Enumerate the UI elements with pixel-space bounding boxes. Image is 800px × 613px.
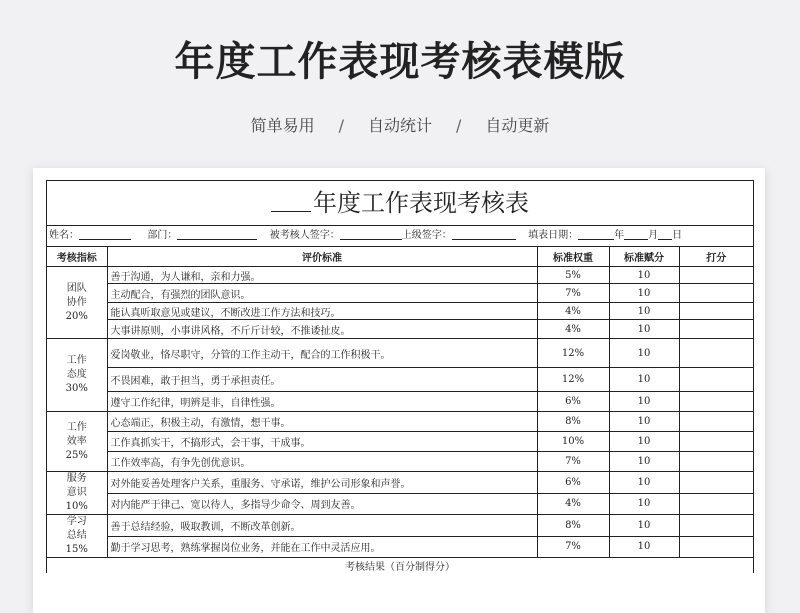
criterion-cell: 能认真听取意见或建议，不断改进工作方法和技巧。 [107,303,537,320]
assessee-sign-field[interactable] [340,226,402,240]
mark-cell[interactable] [679,320,753,339]
col-header-weight: 标准权重 [537,247,609,267]
date-day-field[interactable] [658,226,672,240]
mark-cell[interactable] [679,452,753,472]
feature-list [0,113,800,136]
feature-item: 简单易用 [250,116,315,135]
category-name: 学习 [66,516,87,527]
name-label: 姓名： [49,230,79,241]
score-cell: 10 [609,320,679,339]
table-row [47,515,753,537]
col-header-indicator: 考核指标 [47,247,107,267]
weight-cell: 7% [537,284,609,303]
weight-cell: 6% [537,392,609,412]
category-weight: 30% [65,383,88,394]
score-cell: 10 [609,284,679,303]
dept-field[interactable] [177,226,257,240]
form-title: 年度工作表现考核表 [313,189,529,217]
category-weight: 25% [65,449,88,461]
table-row [47,284,753,303]
criterion-cell: 善于总结经验，吸取教训，不断改革创新。 [107,515,537,537]
date-month-field[interactable] [624,226,648,240]
weight-cell: 7% [537,536,609,558]
category-name: 服务 [66,473,87,484]
mark-cell[interactable] [679,303,753,320]
mark-cell[interactable] [679,267,753,284]
superior-sign-label: 上级签字： [401,230,452,241]
assessment-form [46,180,754,573]
criterion-cell: 工作真抓实干，不搞形式，会干事，干成事。 [107,432,537,452]
col-header-criteria: 评价标准 [107,247,537,267]
weight-cell: 4% [537,303,609,320]
table-row [47,493,753,515]
score-cell: 10 [609,412,679,432]
criterion-cell: 大事讲原则，小事讲风格，不斤斤计较，不推诿扯皮。 [107,320,537,339]
score-cell: 10 [609,432,679,452]
weight-cell: 12% [537,368,609,392]
category-name: 工作 [66,355,87,366]
score-cell: 10 [609,472,679,494]
mark-cell[interactable] [679,412,753,432]
score-cell: 10 [609,267,679,284]
score-cell: 10 [609,452,679,472]
category-cell [47,472,107,515]
category-weight: 20% [65,310,88,322]
form-title-row [47,181,753,226]
feature-item: 自动统计 [367,116,432,135]
weight-cell: 8% [537,412,609,432]
category-cell [47,267,107,339]
score-cell: 10 [609,303,679,320]
col-header-mark: 打分 [679,247,753,267]
criterion-cell: 勤于学习思考，熟练掌握岗位业务，并能在工作中灵活应用。 [107,536,537,558]
mark-cell[interactable] [679,515,753,537]
category-name: 协作 [66,296,87,308]
category-name: 意识 [66,487,87,498]
result-label: 考核结果（百分制得分） [47,558,753,574]
category-weight: 15% [65,544,88,555]
category-name: 效率 [66,435,87,447]
weight-cell: 4% [537,493,609,515]
criterion-cell: 爱岗敬业，恪尽职守，分管的工作主动干，配合的工作积极干。 [107,339,537,368]
table-row [47,536,753,558]
category-cell [47,339,107,412]
table-row [47,472,753,494]
table-row [47,339,753,368]
weight-cell: 12% [537,339,609,368]
weight-cell: 8% [537,515,609,537]
assessee-sign-label: 被考核人签字： [269,230,340,241]
score-cell: 10 [609,536,679,558]
table-row [47,320,753,339]
category-name: 总结 [66,530,87,541]
mark-cell[interactable] [679,284,753,303]
category-name: 团队 [66,282,87,294]
feature-item: 自动更新 [485,116,550,135]
table-row [47,267,753,284]
weight-cell: 6% [537,472,609,494]
info-row [47,226,753,247]
mark-cell[interactable] [679,368,753,392]
superior-sign-field[interactable] [452,226,516,240]
weight-cell: 10% [537,432,609,452]
category-cell [47,515,107,558]
col-header-score: 标准赋分 [609,247,679,267]
table-row [47,432,753,452]
weight-cell: 7% [537,452,609,472]
date-label: 填表日期： [528,230,579,241]
criterion-cell: 善于沟通，为人谦和，亲和力强。 [107,267,537,284]
score-cell: 10 [609,339,679,368]
banner-title: 年度工作表现考核表模版 [174,39,626,85]
mark-cell[interactable] [679,339,753,368]
separator: / [338,116,344,135]
score-cell: 10 [609,368,679,392]
criterion-cell: 遵守工作纪律，明辨是非，自律性强。 [107,392,537,412]
table-row [47,303,753,320]
dept-label: 部门： [147,230,178,241]
table-header-row [47,247,753,267]
separator: / [456,116,462,135]
category-weight: 10% [65,501,88,512]
date-year-field[interactable] [578,226,614,240]
table-row [47,412,753,432]
table-row [47,452,753,472]
criterion-cell: 工作效率高，有争先创优意识。 [107,452,537,472]
table-row [47,392,753,412]
date-month-label: 月 [648,230,659,241]
criterion-cell: 不畏困难，敢于担当，勇于承担责任。 [107,368,537,392]
score-cell: 10 [609,493,679,515]
category-name: 态度 [66,369,87,380]
category-name: 工作 [66,421,87,433]
table-row [47,368,753,392]
weight-cell: 5% [537,267,609,284]
criterion-cell: 对内能严于律己、宽以待人，多指导少命令、周到友善。 [107,493,537,515]
date-year-label: 年 [614,230,625,241]
name-field[interactable] [79,226,131,240]
weight-cell: 4% [537,320,609,339]
year-blank[interactable] [271,181,311,212]
mark-cell[interactable] [679,472,753,494]
document-sheet [33,168,765,613]
criterion-cell: 心态端正，积极主动，有激情，想干事。 [107,412,537,432]
score-cell: 10 [609,392,679,412]
date-day-label: 日 [672,230,683,241]
category-cell [47,412,107,472]
score-cell: 10 [609,515,679,537]
criterion-cell: 主动配合，有强烈的团队意识。 [107,284,537,303]
mark-cell[interactable] [679,536,753,558]
assessment-table [47,247,753,573]
criterion-cell: 对外能妥善处理客户关系，重服务、守承诺，维护公司形象和声誉。 [107,472,537,494]
result-row [47,558,753,574]
mark-cell[interactable] [679,493,753,515]
mark-cell[interactable] [679,392,753,412]
mark-cell[interactable] [679,432,753,452]
